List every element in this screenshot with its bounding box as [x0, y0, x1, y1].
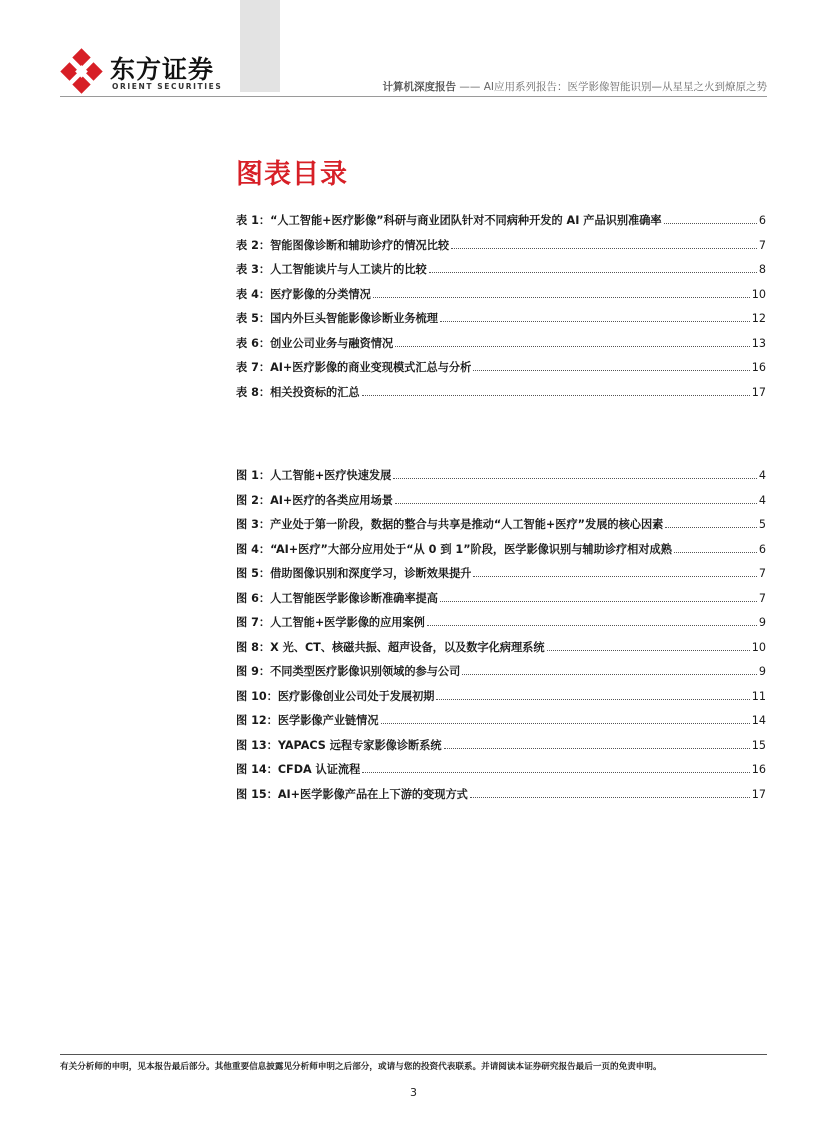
dot-leader: [393, 478, 757, 479]
entry-label: 图 6：: [236, 591, 271, 605]
report-header: [383, 79, 767, 94]
toc-entry-figure[interactable]: [236, 562, 766, 587]
entry-label: 表 3：: [236, 263, 271, 276]
entry-label: 图 3：: [236, 518, 271, 531]
entry-label: 图 15：: [236, 787, 278, 801]
entry-text: 人工智能医学影像诊断准确率提高: [270, 591, 438, 605]
dot-leader: [440, 601, 757, 602]
entry-label: 图 8：: [236, 640, 271, 654]
toc-entry-figure[interactable]: [236, 611, 766, 636]
entry-label: 表 6：: [236, 336, 271, 350]
logo-text-cn: 东方证券: [110, 55, 215, 84]
entry-page: 15: [751, 738, 766, 752]
entry-page: 7: [758, 591, 766, 605]
toc-entry-table[interactable]: [236, 258, 766, 283]
toc-entry-figure[interactable]: [236, 685, 766, 710]
entry-page: 10: [751, 640, 766, 654]
toc-entry-table[interactable]: [236, 332, 766, 357]
page-number: 3: [410, 1086, 417, 1099]
entry-label: 图 12：: [236, 714, 278, 727]
entry-page: 6: [758, 214, 766, 227]
entry-page: 6: [758, 542, 766, 556]
entry-label: 表 2：: [236, 238, 271, 252]
toc-entry-table[interactable]: [236, 209, 766, 234]
orient-logo-icon: [60, 48, 106, 94]
header-rule: [60, 96, 767, 97]
dot-leader: [473, 370, 749, 371]
entry-page: 4: [758, 469, 766, 482]
toc-entry-figure[interactable]: [236, 758, 766, 783]
entry-label: 表 4：: [236, 287, 271, 301]
toc-entry-figure[interactable]: [236, 660, 766, 685]
toc-entry-figure[interactable]: [236, 538, 766, 563]
entry-page: 7: [758, 238, 766, 252]
dot-leader: [362, 395, 750, 396]
entry-label: 表 5：: [236, 312, 271, 325]
dot-leader: [440, 321, 750, 322]
dot-leader: [462, 674, 757, 675]
toc-entry-figure[interactable]: [236, 783, 766, 808]
entry-page: 13: [751, 336, 766, 350]
dot-leader: [395, 346, 750, 347]
header-decor-band: [240, 0, 280, 92]
toc-entry-figure[interactable]: [236, 513, 766, 538]
entry-page: 8: [758, 263, 766, 276]
toc-entry-figure[interactable]: [236, 464, 766, 489]
entry-text: AI+医疗影像的商业变现模式汇总与分析: [270, 361, 472, 374]
entry-text: CFDA 认证流程: [277, 763, 361, 776]
entry-text: “AI+医疗”大部分应用处于“从 0 到 1”阶段，医学影像识别与辅助诊疗相对成熟: [270, 542, 672, 556]
entry-text: 产业处于第一阶段，数据的整合与共享是推动“人工智能+医疗”发展的核心因素: [270, 518, 664, 531]
company-logo: [60, 48, 240, 96]
entry-text: X 光、CT、核磁共振、超声设备，以及数字化病理系统: [270, 640, 545, 654]
entry-label: 图 2：: [236, 493, 271, 507]
entry-page: 12: [751, 312, 766, 325]
dot-leader: [444, 748, 750, 749]
entry-text: “人工智能+医疗影像”科研与商业团队针对不同病种开发的 AI 产品识别准确率: [270, 214, 662, 227]
entry-text: 相关投资标的汇总: [270, 385, 360, 399]
toc-entry-figure[interactable]: [236, 587, 766, 612]
entry-text: 人工智能+医疗快速发展: [270, 469, 392, 482]
entry-text: 人工智能读片与人工读片的比较: [270, 263, 427, 276]
entry-page: 11: [751, 689, 766, 703]
toc-entry-figure[interactable]: [236, 734, 766, 759]
entry-text: YAPACS 远程专家影像诊断系统: [277, 738, 442, 752]
entry-label: 图 13：: [236, 738, 278, 752]
footer-rule: [60, 1054, 767, 1055]
toc-entry-table[interactable]: [236, 356, 766, 381]
dot-leader: [436, 699, 749, 700]
entry-page: 4: [758, 493, 766, 507]
report-type: 计算机深度报告: [382, 81, 457, 93]
entry-text: 不同类型医疗影像识别领域的参与公司: [270, 665, 461, 678]
toc-entry-table[interactable]: [236, 234, 766, 259]
entry-page: 10: [751, 287, 766, 301]
table-of-figures: [236, 464, 766, 807]
entry-page: 5: [758, 518, 766, 531]
entry-page: 9: [758, 616, 766, 629]
entry-label: 表 7：: [236, 361, 271, 374]
toc-entry-figure[interactable]: [236, 489, 766, 514]
toc-entry-table[interactable]: [236, 283, 766, 308]
entry-text: 借助图像识别和深度学习，诊断效果提升: [270, 567, 472, 580]
dot-leader: [547, 650, 750, 651]
dot-leader: [473, 576, 756, 577]
entry-text: 创业公司业务与融资情况: [270, 336, 394, 350]
dot-leader: [674, 552, 757, 553]
entry-page: 16: [751, 361, 766, 374]
header-separator: ——: [456, 81, 484, 93]
table-of-tables: [236, 209, 766, 405]
dot-leader: [373, 297, 750, 298]
entry-label: 图 10：: [236, 689, 278, 703]
entry-label: 图 5：: [236, 567, 271, 580]
toc-entry-table[interactable]: [236, 307, 766, 332]
dot-leader: [429, 272, 757, 273]
entry-page: 17: [751, 385, 766, 399]
dot-leader: [664, 223, 757, 224]
entry-text: AI+医疗的各类应用场景: [270, 493, 393, 507]
report-title: AI应用系列报告：医学影像智能识别—从星星之火到燎原之势: [483, 81, 767, 93]
toc-entry-figure[interactable]: [236, 636, 766, 661]
entry-page: 9: [758, 665, 766, 678]
entry-text: 智能图像诊断和辅助诊疗的情况比较: [270, 238, 450, 252]
entry-label: 图 14：: [236, 763, 278, 776]
page-title: 图表目录: [236, 159, 348, 190]
dot-leader: [362, 772, 749, 773]
entry-page: 7: [758, 567, 766, 580]
dot-leader: [381, 723, 750, 724]
entry-text: 医疗影像创业公司处于发展初期: [277, 689, 435, 703]
logo-text-en: ORIENT SECURITIES: [112, 82, 223, 91]
entry-page: 17: [751, 787, 766, 801]
entry-label: 表 1：: [236, 214, 271, 227]
dot-leader: [427, 625, 757, 626]
entry-text: 医学影像产业链情况: [277, 714, 379, 727]
entry-label: 表 8：: [236, 385, 271, 399]
dot-leader: [665, 527, 757, 528]
dot-leader: [470, 797, 750, 798]
toc-entry-table[interactable]: [236, 381, 766, 406]
entry-label: 图 4：: [236, 542, 271, 556]
footer-disclaimer: 有关分析师的申明，见本报告最后部分。其他重要信息披露见分析师申明之后部分，或请与您的投资代表联系。并请阅读本证券研究报告最后一页的免责申明。: [60, 1062, 662, 1072]
entry-text: AI+医学影像产品在上下游的变现方式: [277, 787, 468, 801]
entry-label: 图 1：: [236, 469, 271, 482]
entry-text: 人工智能+医学影像的应用案例: [270, 616, 425, 629]
toc-entry-figure[interactable]: [236, 709, 766, 734]
dot-leader: [395, 503, 757, 504]
entry-text: 医疗影像的分类情况: [270, 287, 371, 301]
entry-label: 图 9：: [236, 665, 271, 678]
entry-page: 16: [751, 763, 766, 776]
dot-leader: [451, 248, 757, 249]
entry-label: 图 7：: [236, 616, 271, 629]
entry-page: 14: [751, 714, 766, 727]
entry-text: 国内外巨头智能影像诊断业务梳理: [270, 312, 438, 325]
